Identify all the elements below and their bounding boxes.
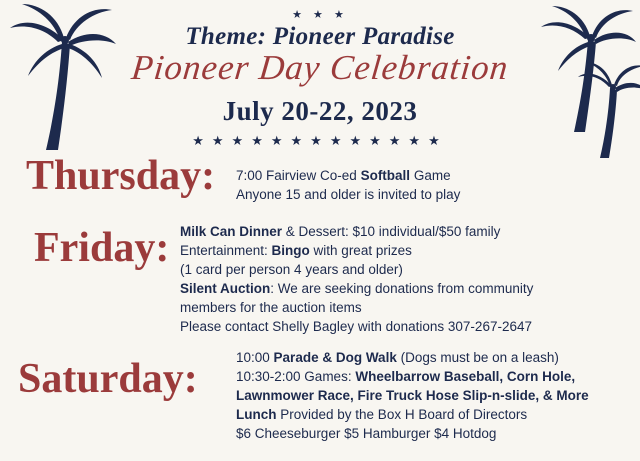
detail-text: Entertainment: xyxy=(180,243,272,258)
detail-emphasis: Bingo xyxy=(271,243,310,258)
detail-text: Anyone 15 and older is invited to play xyxy=(236,187,461,202)
detail-line xyxy=(180,222,632,241)
theme-header xyxy=(0,10,640,51)
day-details-friday xyxy=(180,222,632,336)
detail-text: 7:00 Fairview Co-ed xyxy=(236,168,361,183)
day-label-saturday: Saturday: xyxy=(18,356,198,402)
detail-text: Please contact Shelly Bagley with donations 307-267-2647 xyxy=(180,319,532,334)
detail-text: (1 card per person 4 years and older) xyxy=(180,262,403,277)
detail-line xyxy=(236,185,632,204)
detail-emphasis: Lawnmower Race, Fire Truck Hose Slip-n-slide, & More xyxy=(236,388,589,403)
day-label-thursday: Thursday: xyxy=(26,153,216,199)
day-details-saturday xyxy=(236,348,636,443)
detail-line xyxy=(236,424,636,443)
detail-line xyxy=(236,367,636,386)
event-date: July 20-22, 2023 xyxy=(222,96,418,126)
detail-text: 10:00 xyxy=(236,350,274,365)
theme-label: Theme: Pioneer Paradise xyxy=(185,23,455,50)
detail-text: with great prizes xyxy=(309,243,412,258)
detail-line xyxy=(180,298,632,317)
detail-text: (Dogs must be on a leash) xyxy=(396,350,559,365)
detail-emphasis: Lunch xyxy=(236,407,277,422)
page-title: Pioneer Day Celebration xyxy=(129,48,511,87)
day-label-friday: Friday: xyxy=(34,225,170,271)
detail-line xyxy=(236,166,632,185)
detail-text: Provided by the Box H Board of Directors xyxy=(276,407,528,422)
detail-line xyxy=(236,386,636,405)
detail-emphasis: Silent Auction xyxy=(180,281,271,296)
detail-line xyxy=(180,317,632,336)
detail-line xyxy=(236,405,636,424)
detail-line xyxy=(180,279,632,298)
detail-emphasis: Wheelbarrow Baseball, Corn Hole, xyxy=(355,369,576,384)
star-divider: ★★★★★★★★★★★★★ xyxy=(192,133,448,148)
detail-text: 10:30-2:00 Games: xyxy=(236,369,356,384)
detail-text: members for the auction items xyxy=(180,300,362,315)
detail-text: : We are seeking donations from community xyxy=(270,281,534,296)
day-details-thursday xyxy=(236,166,632,204)
detail-text: & Dessert: $10 individual/$50 family xyxy=(282,224,501,239)
detail-emphasis: Milk Can Dinner xyxy=(180,224,283,239)
detail-line xyxy=(236,348,636,367)
detail-emphasis: Softball xyxy=(360,168,411,183)
theme-stars: ★ ★ ★ xyxy=(292,9,348,21)
detail-emphasis: Parade & Dog Walk xyxy=(273,350,397,365)
detail-line xyxy=(180,260,632,279)
detail-line xyxy=(180,241,632,260)
detail-text: $6 Cheeseburger $5 Hamburger $4 Hotdog xyxy=(236,426,497,441)
detail-text: Game xyxy=(410,168,451,183)
